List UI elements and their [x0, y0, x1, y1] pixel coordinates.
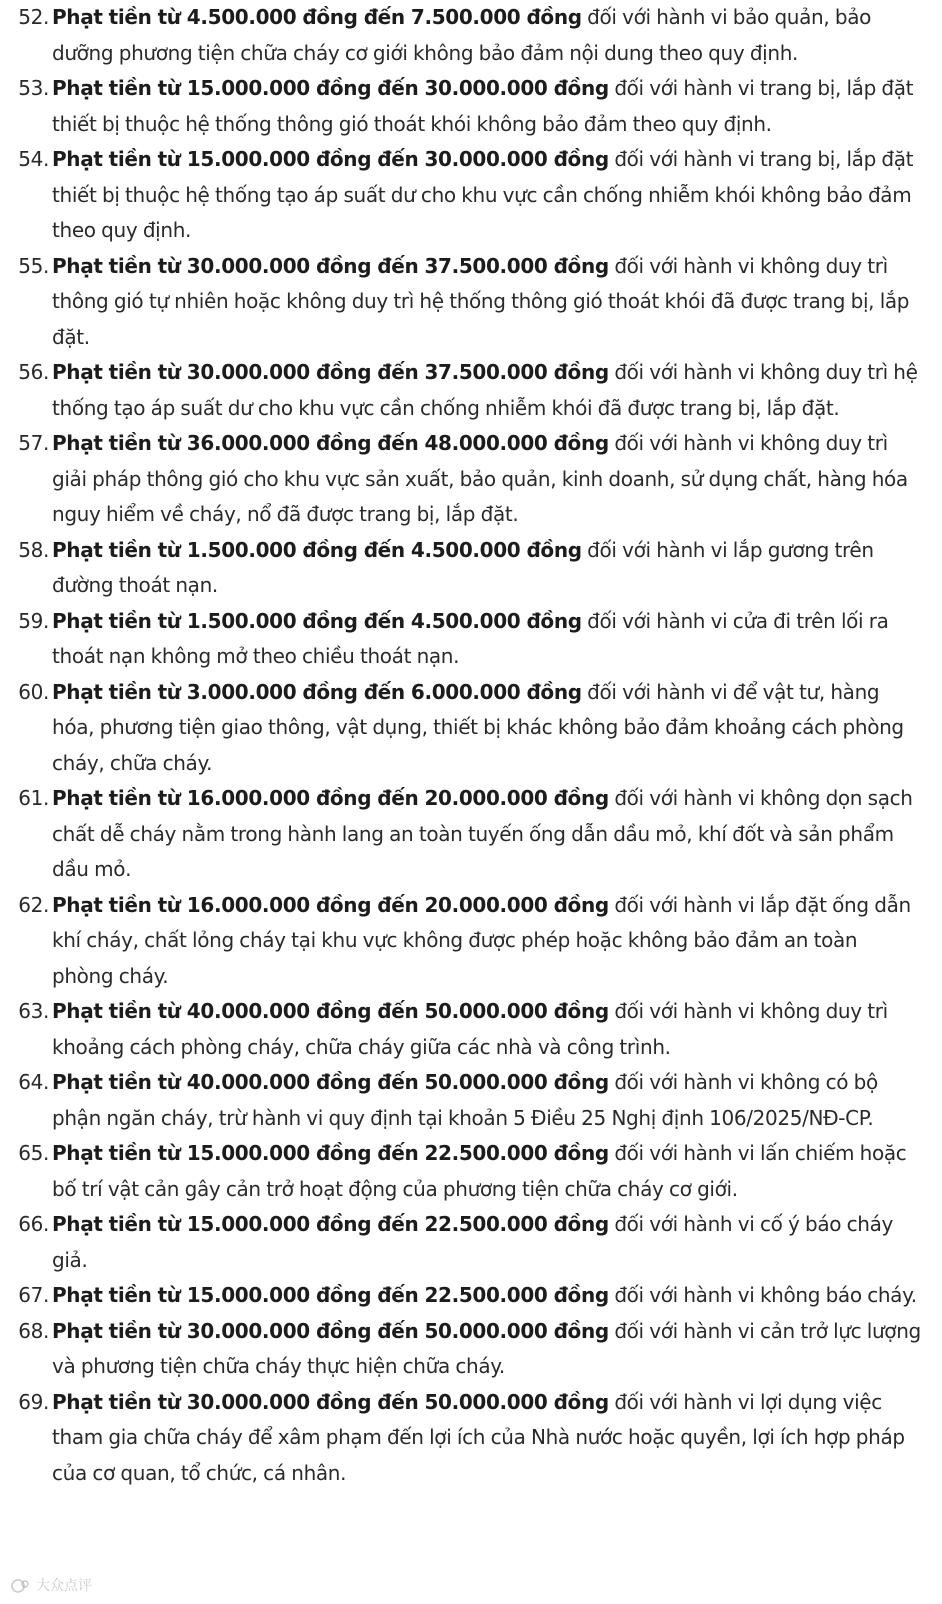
item-number: 59. — [18, 608, 49, 633]
item-number: 64. — [18, 1070, 49, 1094]
list-item — [0, 71, 942, 142]
watermark-text: 大众点评 — [36, 1578, 92, 1594]
item-number: 68. — [18, 1318, 49, 1343]
list-item — [0, 1278, 942, 1314]
penalty-amount: Phạt tiền từ 15.000.000 đồng đến 22.500.000 đồng — [52, 1283, 609, 1307]
list-item — [0, 604, 942, 675]
violation-description: đối với hành vi cản trở lực lượng và phương tiện chữa cháy thực hiện chữa cháy. — [52, 1318, 921, 1378]
item-number: 63. — [18, 999, 49, 1023]
item-number: 62. — [18, 892, 49, 917]
penalty-amount: Phạt tiền từ 30.000.000 đồng đến 37.500.000 đồng — [52, 360, 609, 384]
violation-description: đối với hành vi lắp gương trên đường thoát nạn. — [52, 537, 874, 597]
item-number: 57. — [18, 431, 49, 455]
list-item — [0, 1385, 942, 1492]
watermark — [10, 1578, 92, 1594]
violation-description: đối với hành vi để vật tư, hàng hóa, phương tiện giao thông, vật dụng, thiết bị khác không bảo đảm khoảng cách phòng cháy, chữa cháy. — [52, 679, 904, 775]
violation-description: đối với hành vi trang bị, lắp đặt thiết bị thuộc hệ thống tạo áp suất dư cho khu vực cần chống nhiễm khói không bảo đảm theo quy định. — [52, 147, 914, 242]
list-item — [0, 142, 942, 249]
penalty-amount: Phạt tiền từ 16.000.000 đồng đến 20.000.000 đồng — [52, 786, 609, 810]
item-number: 58. — [18, 537, 49, 562]
item-number: 52. — [18, 5, 49, 29]
item-number: 54. — [18, 147, 49, 171]
penalty-amount: Phạt tiền từ 30.000.000 đồng đến 37.500.000 đồng — [52, 253, 609, 278]
list-item — [0, 1314, 942, 1385]
item-number: 67. — [18, 1283, 49, 1307]
penalty-amount: Phạt tiền từ 15.000.000 đồng đến 22.500.000 đồng — [52, 1212, 609, 1236]
item-number: 61. — [18, 786, 49, 810]
penalty-amount: Phạt tiền từ 15.000.000 đồng đến 30.000.000 đồng — [52, 76, 609, 100]
violation-description: đối với hành vi cố ý báo cháy giả. — [52, 1212, 893, 1272]
list-item — [0, 994, 942, 1065]
penalty-amount: Phạt tiền từ 30.000.000 đồng đến 50.000.000 đồng — [52, 1318, 609, 1343]
penalty-amount: Phạt tiền từ 30.000.000 đồng đến 50.000.000 đồng — [52, 1389, 609, 1414]
penalty-amount: Phạt tiền từ 1.500.000 đồng đến 4.500.000 đồng — [52, 537, 582, 562]
penalty-amount: Phạt tiền từ 15.000.000 đồng đến 22.500.000 đồng — [52, 1141, 609, 1165]
list-item — [0, 355, 942, 426]
violation-description: đối với hành vi không dọn sạch chất dễ cháy nằm trong hành lang an toàn tuyến ống dẫn dầu mỏ, khí đốt và sản phẩm dầu mỏ. — [52, 786, 913, 881]
list-item — [0, 426, 942, 533]
list-item — [0, 1207, 942, 1278]
penalty-amount: Phạt tiền từ 1.500.000 đồng đến 4.500.000 đồng — [52, 608, 582, 633]
item-number: 53. — [18, 76, 49, 100]
violation-description: đối với hành vi cửa đi trên lối ra thoát nạn không mở theo chiều thoát nạn. — [52, 608, 889, 668]
violation-description: đối với hành vi lợi dụng việc tham gia chữa cháy để xâm phạm đến lợi ích của Nhà nước hoặc quyền, lợi ích hợp pháp của cơ quan, tổ chức, cá nhân. — [52, 1389, 905, 1485]
list-item — [0, 888, 942, 995]
violation-description: đối với hành vi không duy trì hệ thống tạo áp suất dư cho khu vực cần chống nhiễm khói đã được trang bị, lắp đặt. — [52, 360, 918, 420]
penalty-amount: Phạt tiền từ 3.000.000 đồng đến 6.000.000 đồng — [52, 679, 582, 704]
list-item — [0, 675, 942, 782]
item-number: 56. — [18, 360, 49, 384]
penalty-amount: Phạt tiền từ 36.000.000 đồng đến 48.000.000 đồng — [52, 431, 609, 455]
item-number: 60. — [18, 679, 49, 704]
violation-description: đối với hành vi không duy trì giải pháp thông gió cho khu vực sản xuất, bảo quản, kinh doanh, sử dụng chất, hàng hóa nguy hiểm về cháy, nổ đã được trang bị, lắp đặt. — [52, 431, 908, 526]
penalty-amount: Phạt tiền từ 40.000.000 đồng đến 50.000.000 đồng — [52, 999, 609, 1023]
item-number: 69. — [18, 1389, 49, 1414]
violation-description: đối với hành vi trang bị, lắp đặt thiết bị thuộc hệ thống thông gió thoát khói không bảo đảm theo quy định. — [52, 76, 914, 136]
list-item — [0, 1136, 942, 1207]
item-number: 55. — [18, 253, 49, 278]
violation-description: đối với hành vi bảo quản, bảo dưỡng phương tiện chữa cháy cơ giới không bảo đảm nội dung theo quy định. — [52, 5, 872, 65]
list-item — [0, 533, 942, 604]
violation-description: đối với hành vi không báo cháy. — [608, 1283, 917, 1307]
list-item — [0, 0, 942, 71]
list-item — [0, 1065, 942, 1136]
violation-description: đối với hành vi không duy trì khoảng cách phòng cháy, chữa cháy giữa các nhà và công trình. — [52, 999, 888, 1059]
watermark-logo-icon — [10, 1578, 32, 1594]
violation-description: đối với hành vi lấn chiếm hoặc bố trí vật cản gây cản trở hoạt động của phương tiện chữa cháy cơ giới. — [52, 1141, 907, 1201]
penalty-amount: Phạt tiền từ 4.500.000 đồng đến 7.500.000 đồng — [52, 5, 582, 29]
penalty-amount: Phạt tiền từ 40.000.000 đồng đến 50.000.000 đồng — [52, 1070, 609, 1094]
penalty-amount: Phạt tiền từ 15.000.000 đồng đến 30.000.000 đồng — [52, 147, 609, 171]
violation-description: đối với hành vi không có bộ phận ngăn cháy, trừ hành vi quy định tại khoản 5 Điều 25 Nghị định 106/2025/NĐ-CP. — [52, 1070, 878, 1130]
violation-description: đối với hành vi lắp đặt ống dẫn khí cháy, chất lỏng cháy tại khu vực không được phép hoặc không bảo đảm an toàn phòng cháy. — [52, 892, 911, 988]
list-item — [0, 249, 942, 356]
item-number: 66. — [18, 1212, 49, 1236]
violation-description: đối với hành vi không duy trì thông gió tự nhiên hoặc không duy trì hệ thống thông gió thoát khói đã được trang bị, lắp đặt. — [52, 253, 910, 349]
item-number: 65. — [18, 1141, 49, 1165]
list-item — [0, 781, 942, 888]
penalty-amount: Phạt tiền từ 16.000.000 đồng đến 20.000.000 đồng — [52, 892, 609, 917]
